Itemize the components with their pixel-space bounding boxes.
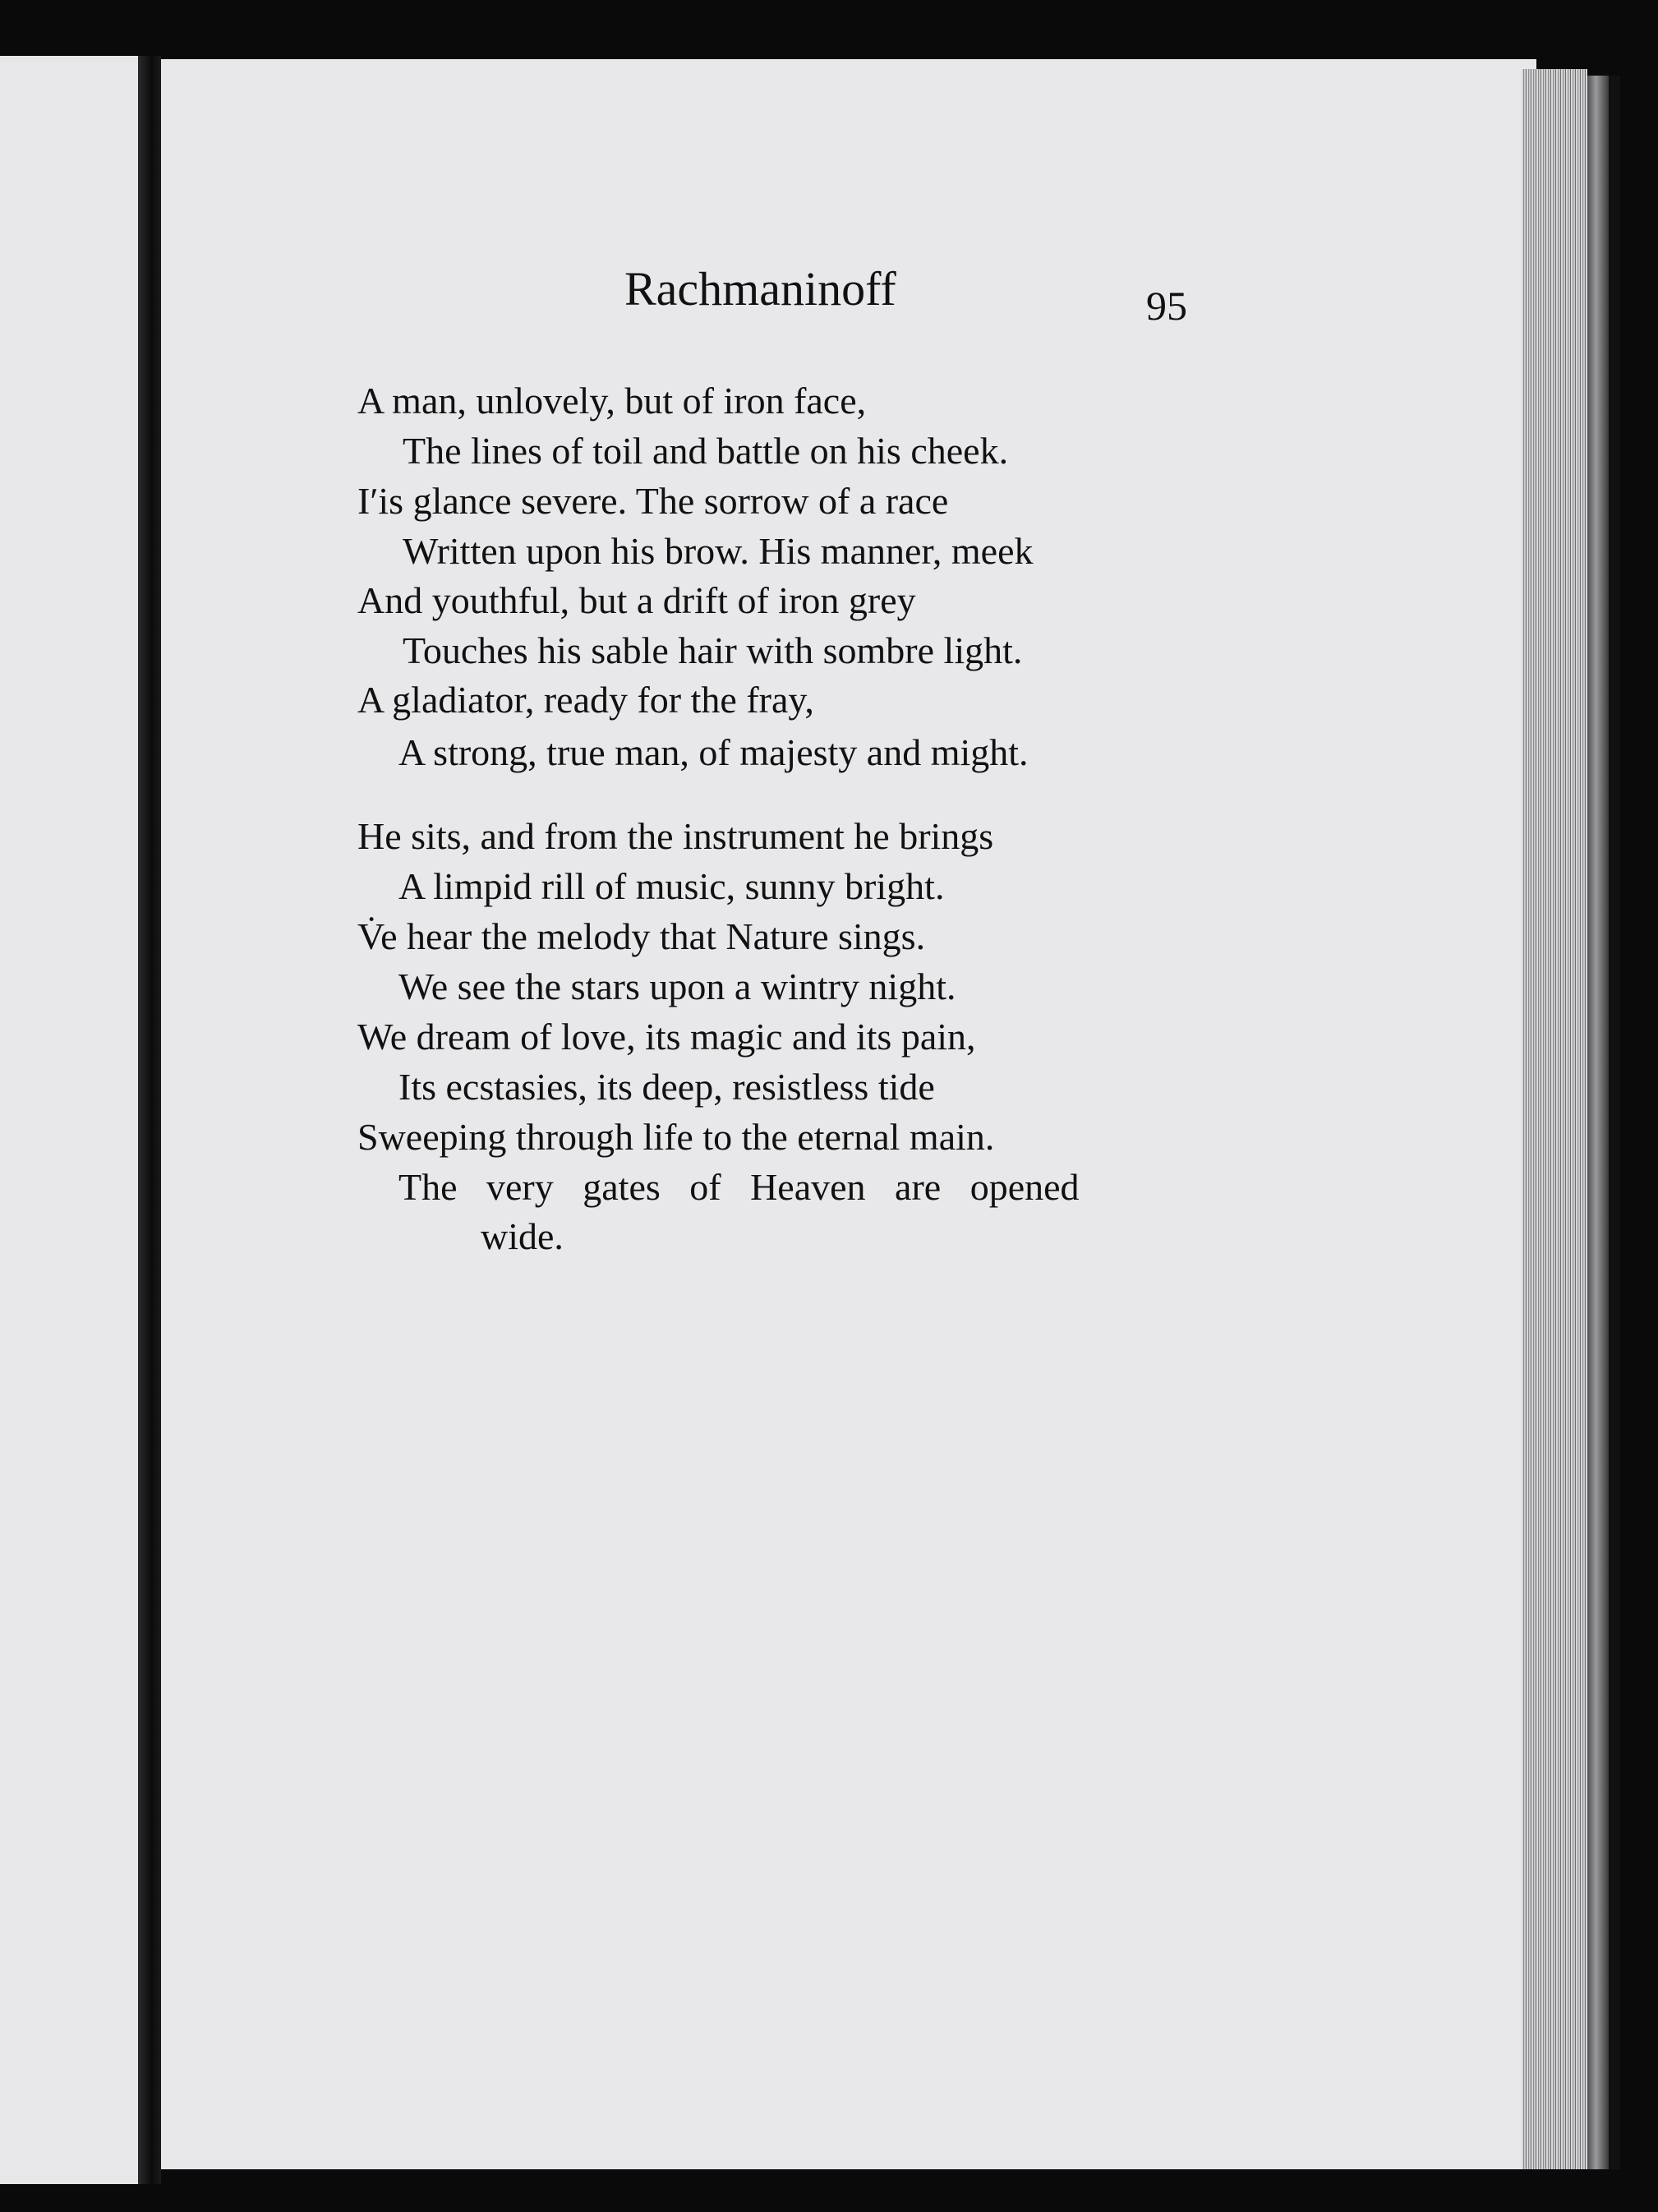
poem-line: A strong, true man, of majesty and might. <box>398 731 1029 773</box>
poem-line: A man, unlovely, but of iron face, <box>357 380 867 422</box>
binding-shadow <box>1609 76 1620 2169</box>
gutter-shadow <box>138 56 161 2184</box>
poem-line: A gladiator, ready for the fray, <box>357 679 814 721</box>
poem-line: Sweeping through life to the eternal main. <box>357 1116 995 1158</box>
poem-line: The lines of toil and battle on his cheek. <box>403 430 1009 472</box>
poem-line: And youthful, but a drift of iron grey <box>357 579 916 621</box>
cover-edge <box>1587 76 1609 2169</box>
poem-line: Written upon his brow. His manner, meek <box>403 530 1034 572</box>
facing-page <box>0 56 138 2184</box>
poem-line: A limpid rill of music, sunny bright. <box>398 865 945 907</box>
running-head: Rachmaninoff <box>624 262 896 316</box>
poem-line: Iʹis glance severe. The sorrow of a race <box>357 480 949 522</box>
page-number: 95 <box>1146 283 1187 329</box>
poem-line: He sits, and from the instrument he brings <box>357 815 994 857</box>
page-block-edges <box>1522 69 1587 2169</box>
poem-line: We dream of love, its magic and its pain, <box>357 1016 976 1058</box>
poem-line: We see the stars upon a wintry night. <box>398 965 956 1007</box>
poem-line: Its ecstasies, its deep, resistless tide <box>398 1066 935 1108</box>
book-page <box>161 59 1536 2169</box>
poem-line: The very gates of Heaven are opened <box>398 1166 1080 1208</box>
poem-line: V̇e hear the melody that Nature sings. <box>357 915 926 957</box>
poem-line: Touches his sable hair with sombre light. <box>403 629 1023 671</box>
poem-line: wide. <box>481 1215 564 1257</box>
